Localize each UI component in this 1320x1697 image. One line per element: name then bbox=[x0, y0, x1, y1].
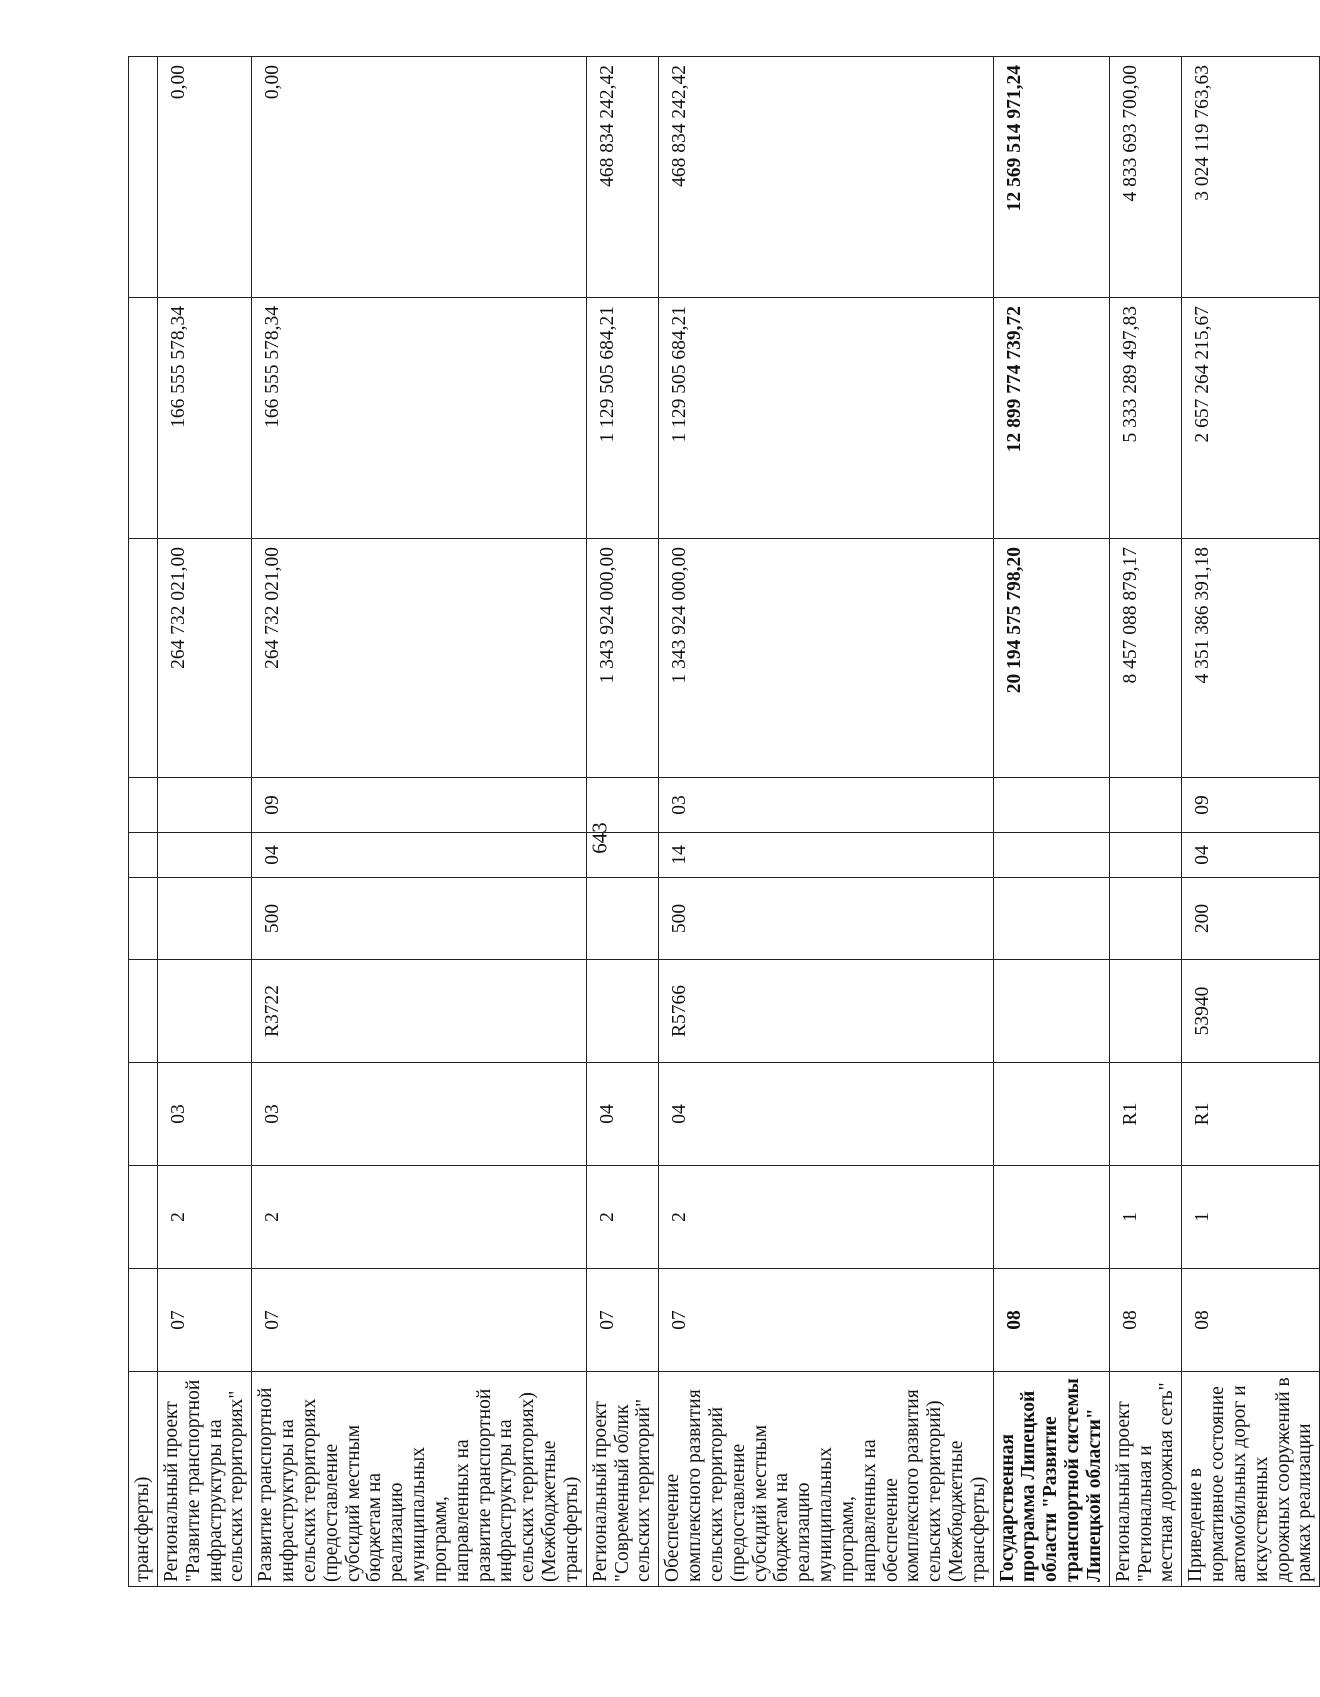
cell-pp: 2 bbox=[586, 1166, 658, 1269]
table-row bbox=[1109, 57, 1181, 1587]
cell-rz: 04 bbox=[252, 833, 586, 878]
cell-amount-1: 4 351 386 391,18 bbox=[1182, 539, 1320, 778]
cell-rz: 14 bbox=[659, 833, 993, 878]
cell-name: Развитие транспортной инфраструктуры на сельских территориях (предоставление субсидий местным бюджетам на реализацию муниципальных программ, направленных на развитие транспортной инфраструктуры на сельских территориях) (Межбюджетные трансферты) bbox=[252, 1372, 586, 1587]
cell-empty bbox=[129, 539, 158, 778]
cell-dir: R3722 bbox=[252, 960, 586, 1063]
cell-name: Государственная программа Липецкой области "Развитие транспортной системы Липецкой области" bbox=[993, 1372, 1109, 1587]
cell-name: Региональный проект "Региональная и местная дорожная сеть" bbox=[1109, 1372, 1181, 1587]
cell-gp: 08 bbox=[1109, 1269, 1181, 1372]
cell-vr: 500 bbox=[659, 878, 993, 960]
cell-empty bbox=[129, 833, 158, 878]
cell-om: R1 bbox=[1182, 1063, 1320, 1166]
cell-rz: 04 bbox=[1182, 833, 1320, 878]
cell-amount-2: 1 129 505 684,21 bbox=[586, 298, 658, 539]
cell-empty bbox=[129, 1063, 158, 1166]
cell-amount-1: 264 732 021,00 bbox=[158, 539, 252, 778]
cell-om: 04 bbox=[586, 1063, 658, 1166]
cell-amount-3: 12 569 514 971,24 bbox=[993, 57, 1109, 298]
cell-gp: 07 bbox=[659, 1269, 993, 1372]
cell-amount-3: 3 024 119 763,63 bbox=[1182, 57, 1320, 298]
cell-empty bbox=[129, 298, 158, 539]
cell-dir bbox=[993, 960, 1109, 1063]
cell-dir bbox=[158, 960, 252, 1063]
cell-rz bbox=[586, 833, 658, 878]
table-row bbox=[659, 57, 993, 1587]
rotated-table-container bbox=[128, 57, 1316, 1587]
cell-dir bbox=[1109, 960, 1181, 1063]
cell-amount-3: 468 834 242,42 bbox=[586, 57, 658, 298]
table-row bbox=[586, 57, 658, 1587]
cell-amount-1: 264 732 021,00 bbox=[252, 539, 586, 778]
cell-amount-3: 4 833 693 700,00 bbox=[1109, 57, 1181, 298]
cell-om bbox=[993, 1063, 1109, 1166]
cell-dir: 53940 bbox=[1182, 960, 1320, 1063]
cell-pp: 2 bbox=[158, 1166, 252, 1269]
table-body bbox=[129, 57, 1320, 1587]
cell-vr bbox=[1109, 878, 1181, 960]
cell-pp: 1 bbox=[1182, 1166, 1320, 1269]
cell-om: 04 bbox=[659, 1063, 993, 1166]
table-row bbox=[1182, 57, 1320, 1587]
cell-amount-2: 166 555 578,34 bbox=[158, 298, 252, 539]
cell-empty bbox=[129, 1269, 158, 1372]
cell-om: 03 bbox=[252, 1063, 586, 1166]
cell-name: трансферты) bbox=[129, 1372, 158, 1587]
cell-vr: 500 bbox=[252, 878, 586, 960]
cell-empty bbox=[129, 878, 158, 960]
cell-vr: 200 bbox=[1182, 878, 1320, 960]
cell-amount-1: 20 194 575 798,20 bbox=[993, 539, 1109, 778]
cell-gp: 07 bbox=[158, 1269, 252, 1372]
cell-om: 03 bbox=[158, 1063, 252, 1166]
cell-empty bbox=[129, 960, 158, 1063]
cell-pp: 1 bbox=[1109, 1166, 1181, 1269]
cell-pr bbox=[993, 778, 1109, 833]
cell-rz bbox=[1109, 833, 1181, 878]
cell-name: Региональный проект "Современный облик сельских территорий" bbox=[586, 1372, 658, 1587]
cell-empty bbox=[129, 1166, 158, 1269]
cell-pp: 2 bbox=[252, 1166, 586, 1269]
cell-pr bbox=[158, 778, 252, 833]
cell-vr bbox=[586, 878, 658, 960]
budget-table bbox=[128, 56, 1320, 1587]
cell-vr bbox=[993, 878, 1109, 960]
cell-empty bbox=[129, 57, 158, 298]
table-row bbox=[252, 57, 586, 1587]
cell-name: Обеспечение комплексного развития сельских территорий (предоставление субсидий местным бюджетам на реализацию муниципальных программ, направленных на обеспечение комплексного развития сельских территорий) (Межбюджетные трансферты) bbox=[659, 1372, 993, 1587]
cell-pp: 2 bbox=[659, 1166, 993, 1269]
cell-rz bbox=[158, 833, 252, 878]
cell-pp bbox=[993, 1166, 1109, 1269]
table-row bbox=[993, 57, 1109, 1587]
cell-pr: 09 bbox=[252, 778, 586, 833]
cell-pr: 09 bbox=[1182, 778, 1320, 833]
cell-amount-2: 2 657 264 215,67 bbox=[1182, 298, 1320, 539]
cell-amount-2: 12 899 774 739,72 bbox=[993, 298, 1109, 539]
page-number: 643 bbox=[587, 822, 612, 854]
cell-empty bbox=[129, 778, 158, 833]
cell-name: Приведение в нормативное состояние автомобильных дорог и искусственных дорожных сооружений в рамках реализации bbox=[1182, 1372, 1320, 1587]
cell-name: Региональный проект "Развитие транспортной инфраструктуры на сельских территориях" bbox=[158, 1372, 252, 1587]
cell-om: R1 bbox=[1109, 1063, 1181, 1166]
cell-amount-1: 1 343 924 000,00 bbox=[586, 539, 658, 778]
cell-dir: R5766 bbox=[659, 960, 993, 1063]
cell-vr bbox=[158, 878, 252, 960]
cell-pr: 03 bbox=[659, 778, 993, 833]
table-row bbox=[129, 57, 158, 1587]
cell-amount-3: 468 834 242,42 bbox=[659, 57, 993, 298]
cell-amount-3: 0,00 bbox=[158, 57, 252, 298]
cell-dir bbox=[586, 960, 658, 1063]
cell-amount-1: 8 457 088 879,17 bbox=[1109, 539, 1181, 778]
cell-amount-3: 0,00 bbox=[252, 57, 586, 298]
cell-pr bbox=[1109, 778, 1181, 833]
cell-pr bbox=[586, 778, 658, 833]
cell-amount-2: 1 129 505 684,21 bbox=[659, 298, 993, 539]
cell-gp: 07 bbox=[586, 1269, 658, 1372]
cell-amount-1: 1 343 924 000,00 bbox=[659, 539, 993, 778]
table-row bbox=[158, 57, 252, 1587]
cell-gp: 07 bbox=[252, 1269, 586, 1372]
cell-amount-2: 166 555 578,34 bbox=[252, 298, 586, 539]
cell-rz bbox=[993, 833, 1109, 878]
cell-amount-2: 5 333 289 497,83 bbox=[1109, 298, 1181, 539]
cell-gp: 08 bbox=[1182, 1269, 1320, 1372]
cell-gp: 08 bbox=[993, 1269, 1109, 1372]
